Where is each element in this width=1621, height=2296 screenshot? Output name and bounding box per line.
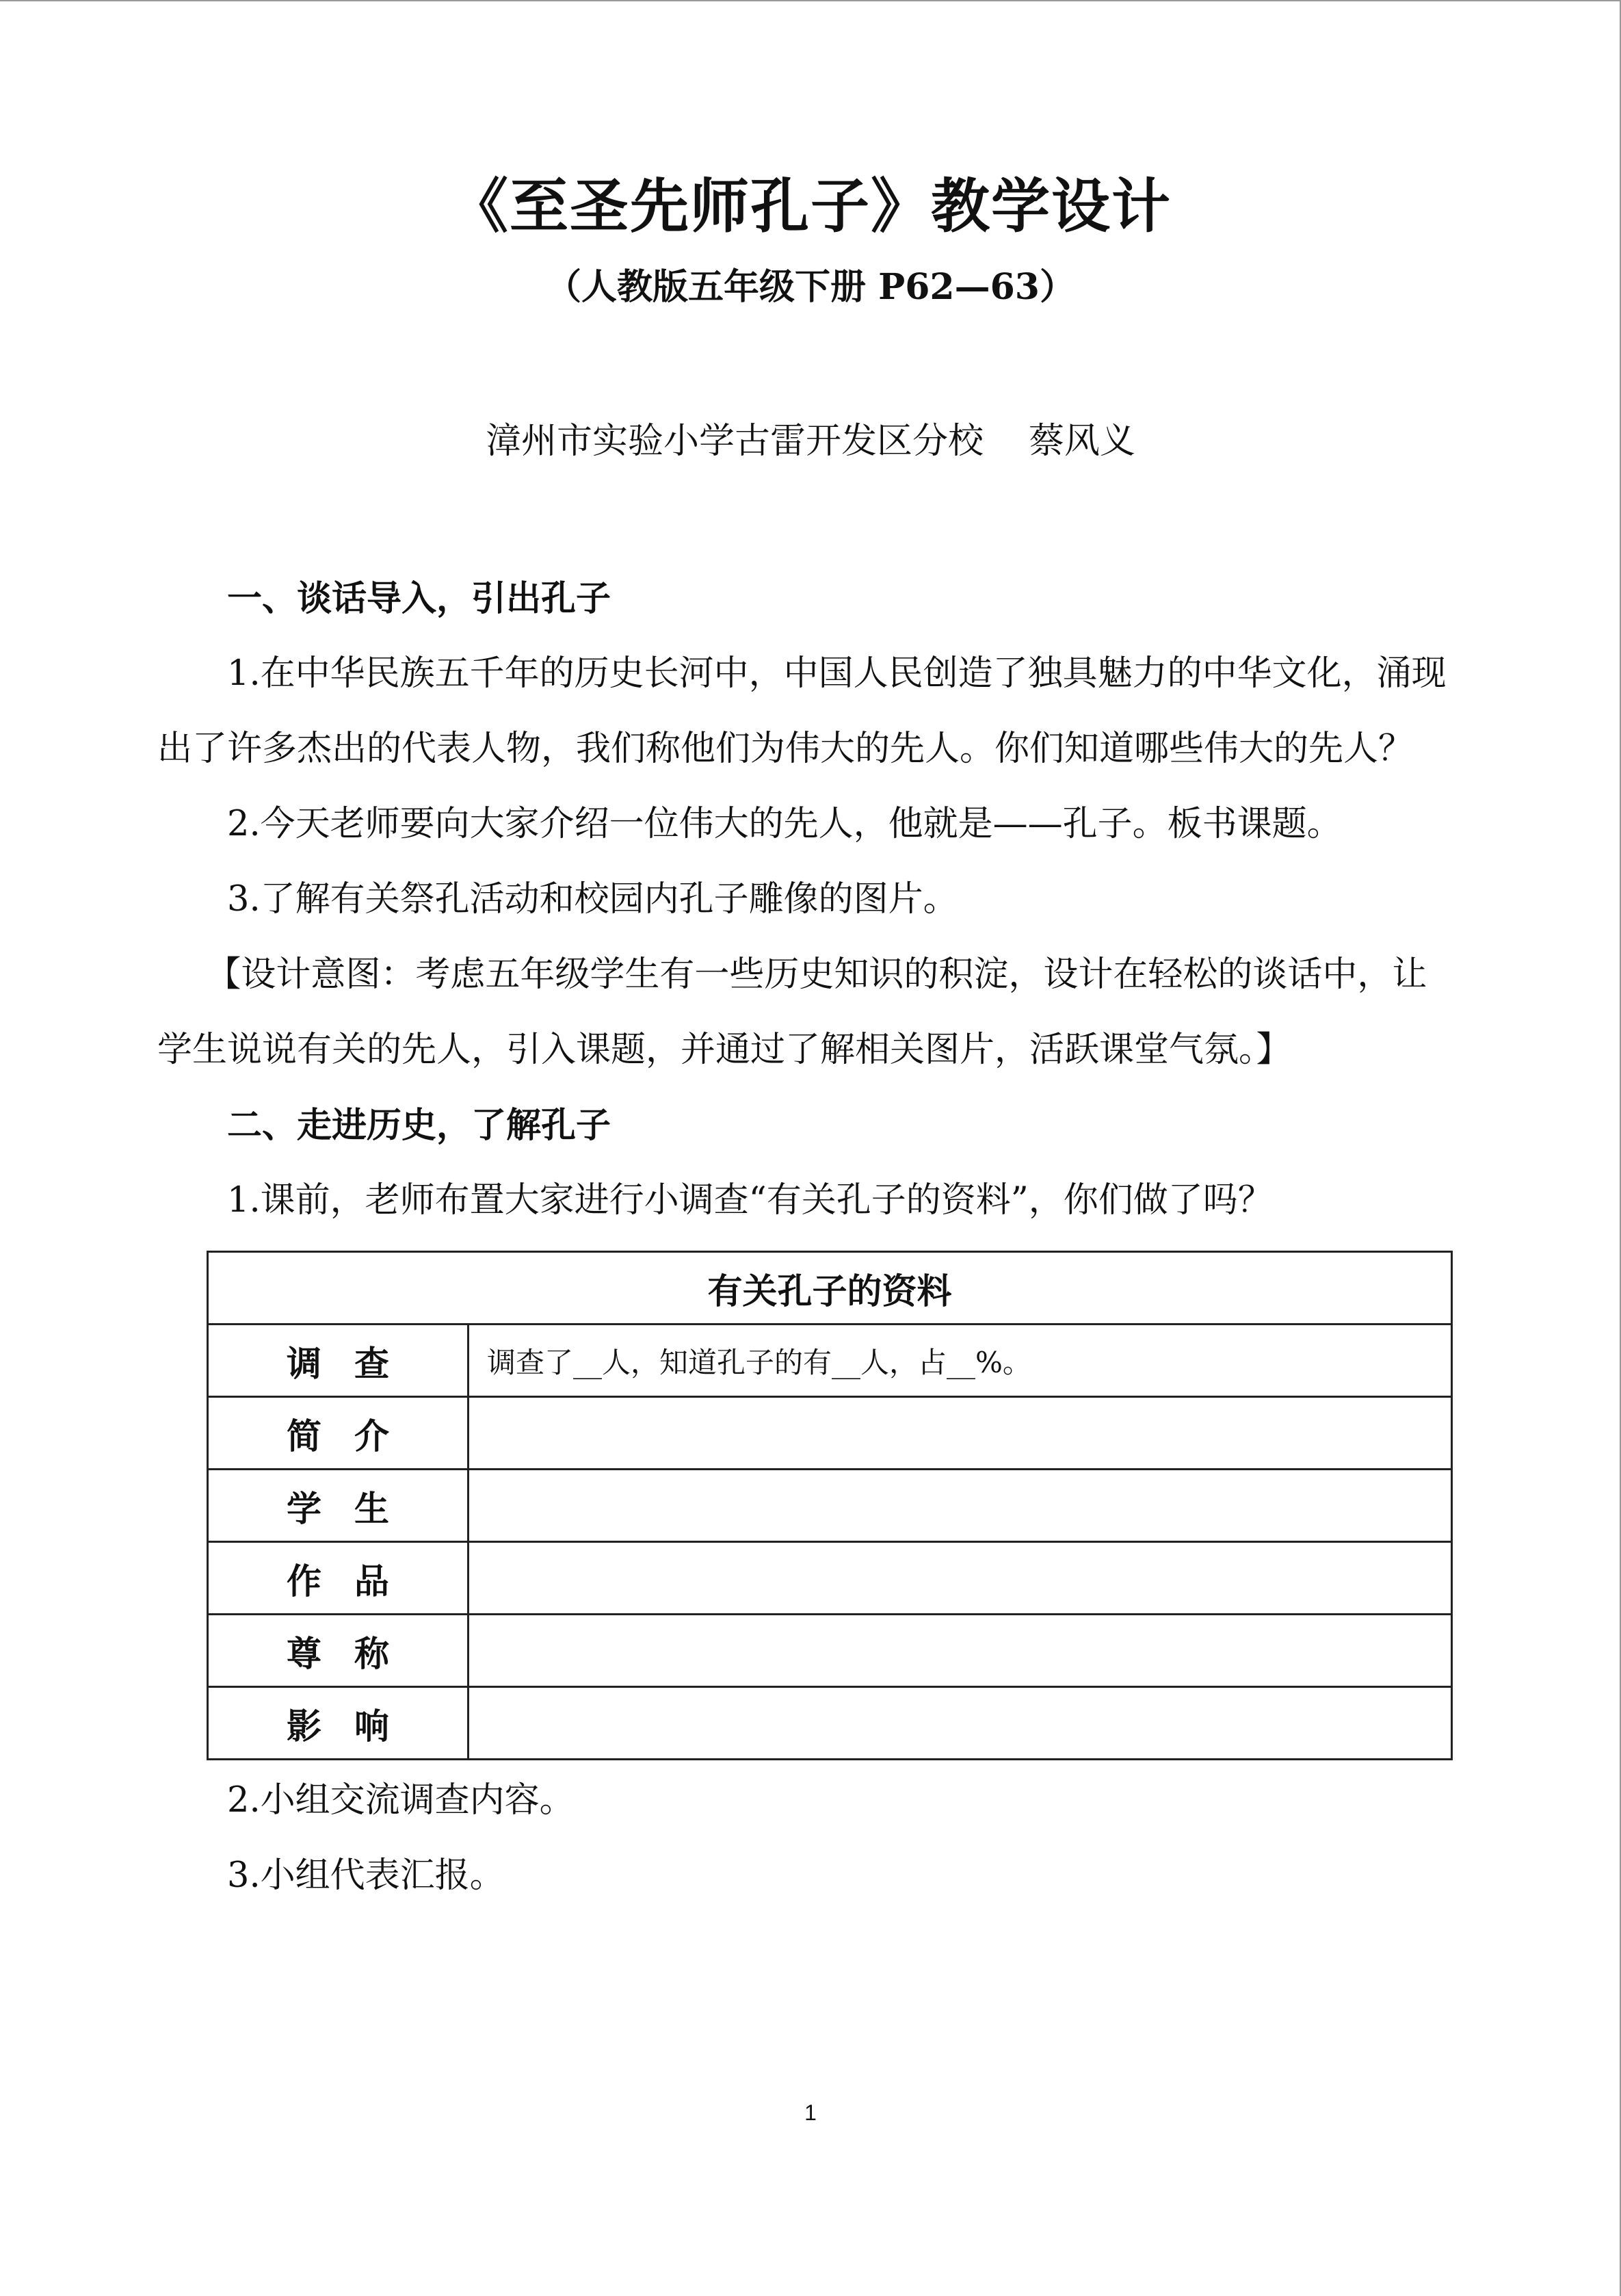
table-row [208, 1542, 1452, 1615]
row-value [469, 1470, 1452, 1542]
row-label: 简介 [208, 1397, 469, 1470]
row-value [469, 1687, 1452, 1760]
survey-table [207, 1251, 1453, 1760]
design-intent-note: 【设计意图：考虑五年级学生有一些历史知识的积淀，设计在轻松的谈话中，让学生说说有关的先人，引入课题，并通过了解相关图片，活跃课堂气氛。】 [157, 954, 1427, 1070]
page-number: 1 [804, 2100, 817, 2125]
paragraph-1-3: 3.了解有关祭孔活动和校园内孔子雕像的图片。 [227, 879, 958, 919]
row-label: 作品 [208, 1542, 469, 1615]
row-value [469, 1542, 1452, 1615]
row-label: 调查 [208, 1325, 469, 1397]
section-heading-2: 二、走进历史，了解孔子 [227, 1105, 611, 1146]
section-heading-1: 一、谈话导入，引出孔子 [227, 578, 611, 619]
table-row [208, 1687, 1452, 1760]
table-header-row [208, 1252, 1452, 1325]
document-body [157, 561, 1457, 1914]
paragraph-1-2: 2.今天老师要向大家介绍一位伟大的先人，他就是——孔子。板书课题。 [227, 804, 1342, 844]
row-label: 影响 [208, 1687, 469, 1760]
row-label: 尊称 [208, 1615, 469, 1687]
table-row [208, 1325, 1452, 1397]
row-value: 调查了__人，知道孔子的有__人，占__%。 [469, 1325, 1452, 1397]
paragraph-2-3: 3.小组代表汇报。 [227, 1855, 505, 1896]
table-row [208, 1470, 1452, 1542]
table-row [208, 1615, 1452, 1687]
table-row [208, 1397, 1452, 1470]
row-value [469, 1397, 1452, 1470]
author-line: 漳州市实验小学古雷开发区分校 蔡风义 [485, 421, 1136, 462]
paragraph-1-1: 1.在中华民族五千年的历史长河中，中国人民创造了独具魅力的中华文化，涌现出了许多杰出的代表人物，我们称他们为伟大的先人。你们知道哪些伟大的先人？ [157, 653, 1447, 769]
table-title: 有关孔子的资料 [208, 1252, 1452, 1325]
row-label: 学生 [208, 1470, 469, 1542]
document-subtitle: （人教版五年级下册 P62—63） [546, 266, 1075, 308]
row-value [469, 1615, 1452, 1687]
paragraph-2-2: 2.小组交流调查内容。 [227, 1780, 575, 1821]
paragraph-2-1: 1.课前，老师布置大家进行小调查“有关孔子的资料”，你们做了吗？ [227, 1180, 1273, 1221]
document-title: 《至圣先师孔子》教学设计 [449, 172, 1172, 241]
